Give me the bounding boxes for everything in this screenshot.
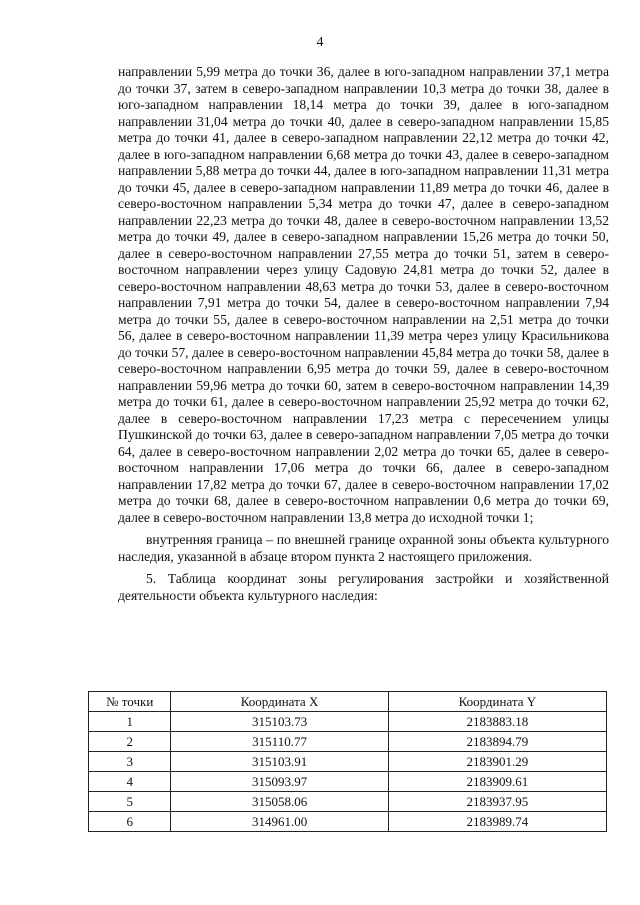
- inner-boundary-paragraph: внутренняя граница – по внешней границе охранной зоны объекта культурного наследия, указанной в абзаце втором пункта 2 настоящего приложения.: [118, 532, 609, 564]
- cell-point-number: 2: [89, 732, 171, 752]
- cell-coordinate-x: 315103.73: [171, 712, 388, 732]
- table-row: [89, 712, 607, 732]
- cell-coordinate-x: 315058.06: [171, 792, 388, 812]
- table-row: [89, 752, 607, 772]
- boundary-description-paragraph: направлении 5,99 метра до точки 36, далее в юго-западном направлении 37,1 метра до точки 37, затем в северо-западном направлении 10,3 метра до точки 38, далее в юго-западном направлении 18,14 метра до точки 39, далее в юго-западном направлении 31,04 метра до точки 40, далее в северо-западном направлении 15,85 метра до точки 41, далее в северо-западном направлении 22,12 метра до точки 42, далее в юго-западном направлении 6,68 метра до точки 43, далее в северо-западном направлении 5,88 метра до точки 44, далее в юго-западном направлении 11,31 метра до точки 45, далее в северо-западном направлении 11,89 метра до точки 46, далее в северо-восточном направлении 5,34 метра до точки 47, далее в северо-западном направлении 22,23 метра до точки 48, далее в северо-восточном направлении 13,52 метра до точки 49, далее в северо-западном направлении 15,26 метра до точки 50, далее в северо-восточном направлении 27,55 метра до точки 51, затем в северо-восточном направлении через улицу Садовую 24,81 метра до точки 52, далее в северо-восточном направлении 48,63 метра до точки 53, далее в северо-восточном направлении 7,91 метра до точки 54, далее в северо-восточном направлении 7,94 метра до точки 55, далее в северо-восточном направлении на 2,51 метра до точки 56, далее в северо-восточном направлении 11,39 метра через улицу Красильникова до точки 57, далее в северо-восточном направлении 45,84 метра до точки 58, далее в северо-восточном направлении 6,95 метра до точки 59, далее в северо-восточном направлении 59,96 метра до точки 60, затем в северо-восточном направлении 14,39 метра до точки 61, далее в северо-восточном направлении 25,92 метра до точки 62, далее в северо-восточном направлении 17,23 метра с пересечением улицы Пушкинской до точки 63, далее в северо-западном направлении 7,05 метра до точки 64, далее в северо-восточном направлении 2,02 метра до точки 65, далее в северо-восточном направлении 17,06 метра до точки 66, далее в северо-западном направлении 17,82 метра до точки 67, далее в северо-восточном направлении 17,02 метра до точки 68, далее в северо-восточном направлении 0,6 метра до точки 69, далее в северо-восточном направлении 13,8 метра до исходной точки 1;: [118, 64, 609, 525]
- table-row: [89, 812, 607, 832]
- table-caption-paragraph: 5. Таблица координат зоны регулирования застройки и хозяйственной деятельности объекта культурного наследия:: [118, 571, 609, 603]
- cell-coordinate-y: 2183909.61: [388, 772, 606, 792]
- cell-coordinate-y: 2183901.29: [388, 752, 606, 772]
- cell-coordinate-x: 315093.97: [171, 772, 388, 792]
- cell-coordinate-y: 2183894.79: [388, 732, 606, 752]
- cell-point-number: 1: [89, 712, 171, 732]
- header-point-number: № точки: [89, 692, 171, 712]
- cell-point-number: 6: [89, 812, 171, 832]
- table-row: [89, 792, 607, 812]
- table-row: [89, 772, 607, 792]
- cell-coordinate-y: 2183883.18: [388, 712, 606, 732]
- cell-point-number: 3: [89, 752, 171, 772]
- header-coordinate-y: Координата Y: [388, 692, 606, 712]
- coordinates-table: [88, 691, 607, 832]
- cell-coordinate-x: 315110.77: [171, 732, 388, 752]
- cell-coordinate-y: 2183937.95: [388, 792, 606, 812]
- cell-point-number: 4: [89, 772, 171, 792]
- header-coordinate-x: Координата X: [171, 692, 388, 712]
- cell-coordinate-y: 2183989.74: [388, 812, 606, 832]
- cell-coordinate-x: 315103.91: [171, 752, 388, 772]
- table-row: [89, 732, 607, 752]
- document-body: [118, 64, 609, 604]
- table-header-row: [89, 692, 607, 712]
- page-number: 4: [316, 35, 324, 50]
- cell-point-number: 5: [89, 792, 171, 812]
- cell-coordinate-x: 314961.00: [171, 812, 388, 832]
